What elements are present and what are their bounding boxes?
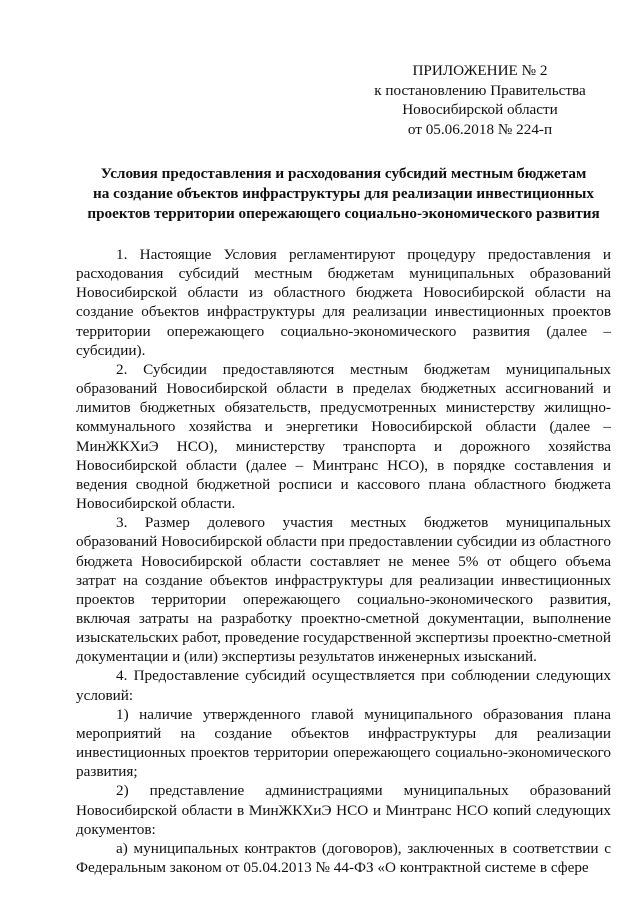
title-line-3: проектов территории опережающего социально-экономического развития xyxy=(87,205,600,222)
title-line-2: на создание объектов инфраструктуры для реализации инвестиционных xyxy=(92,185,594,202)
appendix-date-number: от 05.06.2018 № 224-п xyxy=(407,120,553,138)
paragraph-3: 3. Размер долевого участия местных бюджетов муниципальных образований Новосибирской области при предоставлении субсидии из областного бюджета Новосибирской области составляет не менее 5% от общего объема затрат на создание объектов инфраструктуры для реализации инвестиционных проектов территории опережающего социально-экономического развития, включая затраты на разработку проектно-сметной документации, выполнение изыскательских работ, проведение государственной экспертизы проектно-сметной документации и (или) экспертизы результатов инженерных изысканий. xyxy=(76,514,611,666)
appendix-region: Новосибирской области xyxy=(402,101,558,118)
appendix-header xyxy=(360,61,600,139)
subitem-2a: а) муниципальных контрактов (договоров), заключенных в соответствии с Федеральным законом от 05.04.2013 № 44-ФЗ «О контрактной системе в сфере xyxy=(76,839,611,876)
paragraph-4: 4. Предоставление субсидий осуществляется при соблюдении следующих условий: xyxy=(76,667,611,704)
paragraph-1: 1. Настоящие Условия регламентируют процедуру предоставления и расходования субсидий местным бюджетам муниципальных образований Новосибирской области из областного бюджета Новосибирской области на создание объектов инфраструктуры для реализации инвестиционных проектов территории опережающего социально-экономического развития (далее – субсидии). xyxy=(76,246,611,359)
title-line-1: Условия предоставления и расходования субсидий местным бюджетам xyxy=(100,165,587,182)
document-title xyxy=(76,164,611,224)
appendix-resolution-ref: к постановлению Правительства xyxy=(374,81,586,99)
subitem-2: 2) представление администрациями муниципальных образований Новосибирской области в МинЖКХиЭ НСО и Минтранс НСО копий следующих документов: xyxy=(76,782,611,838)
paragraph-2: 2. Субсидии предоставляются местным бюджетам муниципальных образований Новосибирской области в пределах бюджетных ассигнований и лимитов бюджетных обязательств, предусмотренных министерству жилищно-коммунального хозяйства и энергетики Новосибирской области (далее – МинЖКХиЭ НСО), министерству транспорта и дорожного хозяйства Новосибирской области (далее – Минтранс НСО), в порядке составления и ведения сводной бюджетной росписи и кассового плана областного бюджета Новосибирской области. xyxy=(76,360,611,513)
subitem-1: 1) наличие утвержденного главой муниципального образования плана мероприятий на создание объектов инфраструктуры для реализации инвестиционных проектов территории опережающего социально-экономического развития; xyxy=(76,705,611,781)
appendix-number: ПРИЛОЖЕНИЕ № 2 xyxy=(412,62,548,79)
document-body xyxy=(76,245,611,877)
